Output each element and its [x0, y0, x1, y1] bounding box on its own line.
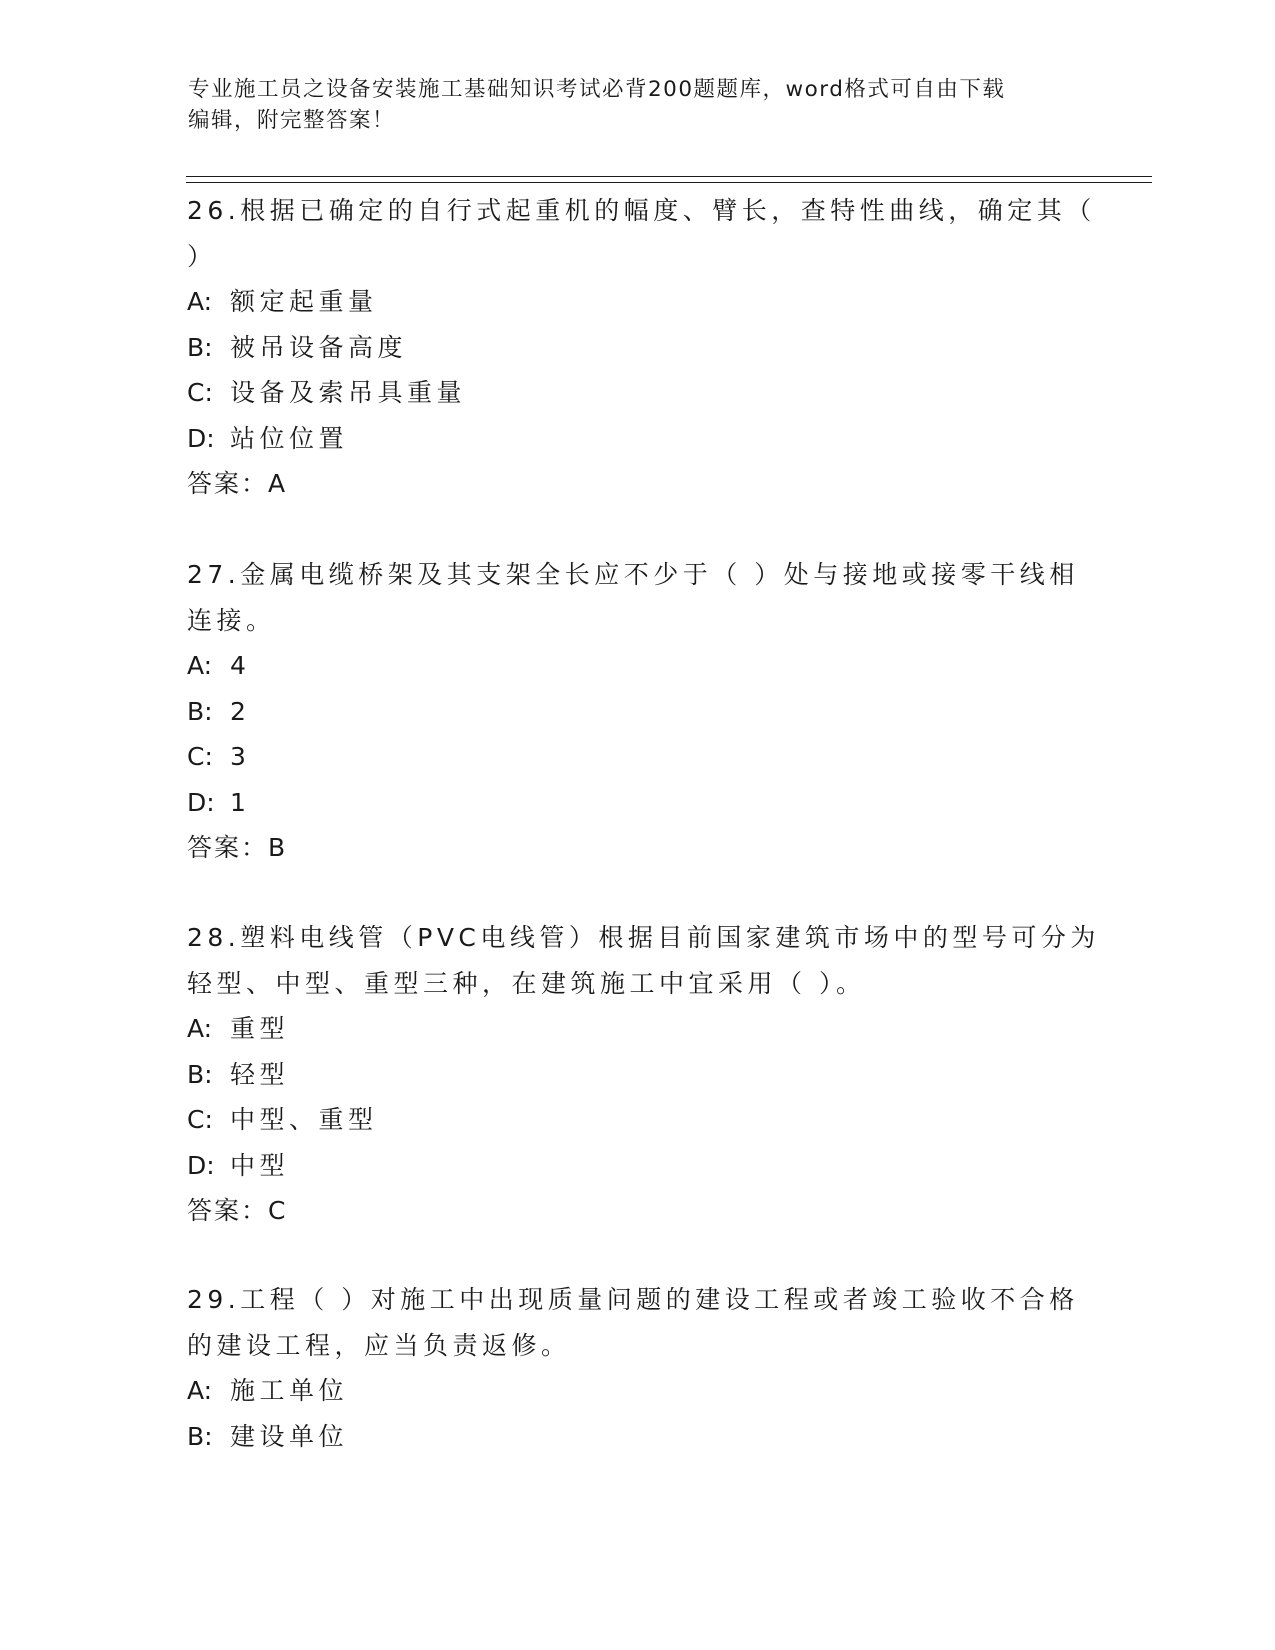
- question-text-line: 的建设工程，应当负责返修。: [187, 1330, 571, 1360]
- answer-line: 答案：B: [187, 833, 288, 862]
- header-divider-bottom: [186, 182, 1152, 183]
- option-d: [187, 1143, 1087, 1189]
- option-key: A:: [187, 1376, 213, 1405]
- option-key: B:: [187, 1059, 213, 1089]
- option-c: [187, 734, 1087, 780]
- option-text: 额定起重量: [230, 287, 378, 316]
- question-text-line: 27.金属电缆桥架及其支架全长应不少于（ ）处与接地或接零干线相: [187, 560, 1079, 589]
- header-line-1: 专业施工员之设备安装施工基础知识考试必背200题题库，word格式可自由下载: [188, 77, 1006, 102]
- question-28: [187, 915, 1100, 1234]
- option-text: 3: [230, 742, 251, 771]
- question-26: [187, 188, 1096, 507]
- option-text: 重型: [230, 1014, 290, 1043]
- option-key: D:: [187, 787, 215, 817]
- question-text-line: ）: [187, 241, 217, 271]
- option-text: 设备及索吊具重量: [230, 378, 467, 407]
- option-key: D:: [187, 423, 215, 453]
- answer-line: 答案：A: [187, 469, 288, 498]
- question-text-line: 26.根据已确定的自行式起重机的幅度、臂长，查特性曲线，确定其（: [187, 196, 1096, 225]
- option-d: [187, 780, 1087, 826]
- question-text-line: 29.工程（ ）对施工中出现质量问题的建设工程或者竣工验收不合格: [187, 1285, 1079, 1314]
- document-header: [188, 74, 1088, 136]
- option-key: A:: [187, 287, 213, 316]
- option-a: [187, 1368, 1087, 1414]
- answer-line: 答案：C: [187, 1196, 288, 1225]
- option-text: 建设单位: [230, 1421, 349, 1451]
- option-key: C:: [187, 378, 213, 407]
- question-text-line: 连接。: [187, 605, 276, 635]
- option-b: [187, 1052, 1087, 1098]
- option-text: 中型、重型: [230, 1105, 378, 1134]
- option-text: 中型: [230, 1150, 290, 1180]
- option-d: [187, 416, 1087, 462]
- option-a: [187, 279, 1087, 325]
- option-key: B:: [187, 332, 213, 362]
- question-text-line: 28.塑料电线管（PVC电线管）根据目前国家建筑市场中的型号可分为: [187, 923, 1100, 952]
- option-key: C:: [187, 1105, 213, 1134]
- option-c: [187, 1097, 1087, 1143]
- header-divider-top: [186, 176, 1152, 177]
- option-text: 站位位置: [230, 423, 349, 453]
- question-29: [187, 1277, 1087, 1459]
- option-text: 1: [230, 787, 251, 817]
- option-key: B:: [187, 696, 213, 726]
- option-a: [187, 643, 1087, 689]
- option-b: [187, 325, 1087, 371]
- header-line-2: 编辑，附完整答案！: [188, 108, 396, 133]
- option-text: 施工单位: [230, 1376, 349, 1405]
- option-b: [187, 689, 1087, 735]
- question-27: [187, 552, 1087, 871]
- option-text: 被吊设备高度: [230, 332, 408, 362]
- option-key: B:: [187, 1421, 213, 1451]
- option-text: 2: [230, 696, 251, 726]
- question-text-line: 轻型、中型、重型三种，在建筑施工中宜采用（ ）。: [187, 968, 866, 998]
- option-key: C:: [187, 742, 213, 771]
- option-c: [187, 370, 1087, 416]
- option-b: [187, 1414, 1087, 1460]
- option-key: D:: [187, 1150, 215, 1180]
- option-a: [187, 1006, 1087, 1052]
- option-key: A:: [187, 651, 213, 680]
- option-key: A:: [187, 1014, 213, 1043]
- option-text: 轻型: [230, 1059, 290, 1089]
- option-text: 4: [230, 651, 251, 680]
